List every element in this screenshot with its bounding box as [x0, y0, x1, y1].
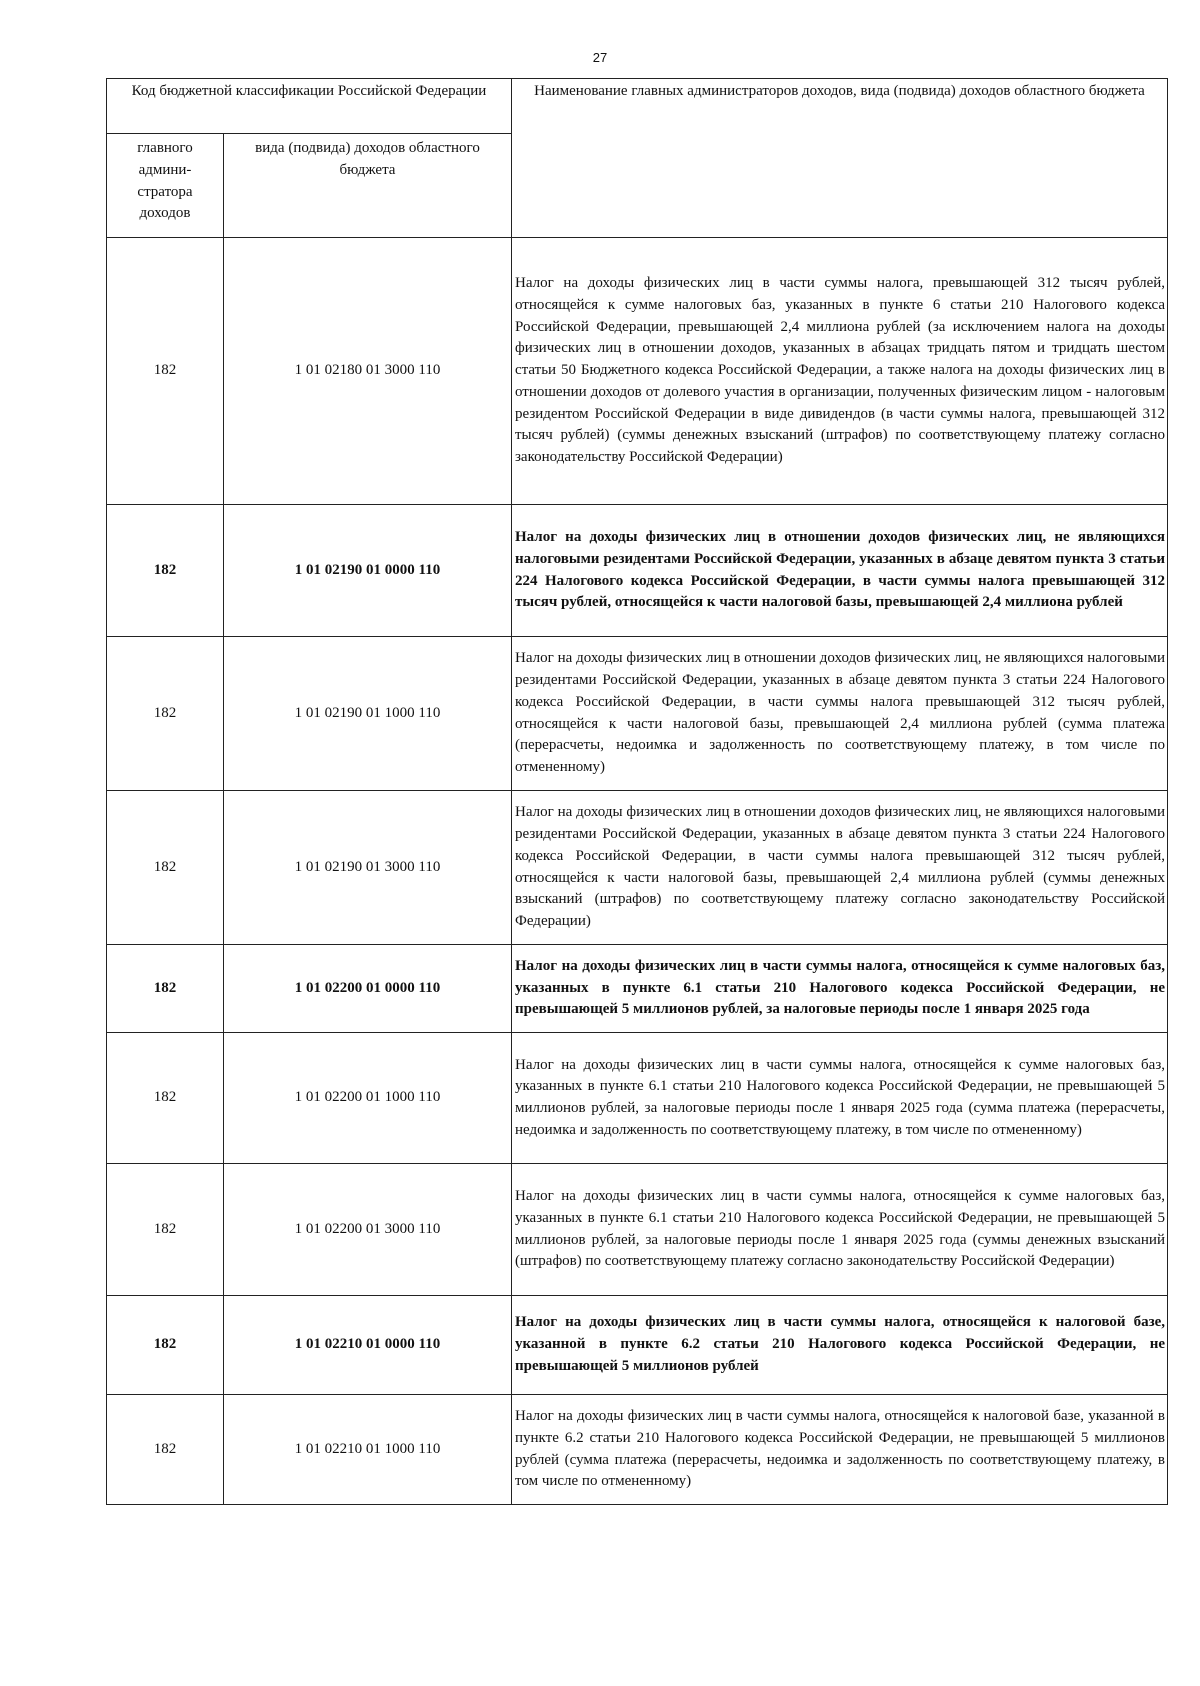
table-body: [107, 238, 1168, 1505]
header-admin-column: главного админи-стратора доходов: [107, 134, 224, 238]
table-row: [107, 1164, 1168, 1296]
income-code-cell: 1 01 02200 01 1000 110: [224, 1033, 512, 1164]
income-description-cell: Налог на доходы физических лиц в отношении доходов физических лиц, не являющихся налоговыми резидентами Российской Федерации, указанных в абзаце девятом пункта 3 статьи 224 Налогового кодекса Российской Федерации, в части суммы налога превышающей 312 тысяч рублей, относящейся к части налоговой базы, превышающей 2,4 миллиона рублей: [512, 505, 1168, 637]
budget-classification-table: [106, 78, 1168, 1505]
admin-code-cell: 182: [107, 1033, 224, 1164]
admin-code-cell: 182: [107, 637, 224, 791]
income-description-cell: Налог на доходы физических лиц в части суммы налога, относящейся к налоговой базе, указанной в пункте 6.2 статьи 210 Налогового кодекса Российской Федерации, не превышающей 5 миллионов рублей: [512, 1296, 1168, 1395]
table-row: [107, 1395, 1168, 1505]
page-number: 27: [592, 50, 608, 65]
income-description-cell: Налог на доходы физических лиц в части суммы налога, относящейся к сумме налоговых баз, указанных в пункте 6.1 статьи 210 Налогового кодекса Российской Федерации, не превышающей 5 миллионов рублей, за налоговые периоды после 1 января 2025 года (суммы денежных взысканий (штрафов) по соответствующему платежу согласно законодательству Российской Федерации): [512, 1164, 1168, 1296]
income-description-cell: Налог на доходы физических лиц в части суммы налога, относящейся к сумме налоговых баз, указанных в пункте 6.1 статьи 210 Налогового кодекса Российской Федерации, не превышающей 5 миллионов рублей, за налоговые периоды после 1 января 2025 года (сумма платежа (перерасчеты, недоимка и задолженность по соответствующему платежу, в том числе по отмененному): [512, 1033, 1168, 1164]
income-code-cell: 1 01 02210 01 1000 110: [224, 1395, 512, 1505]
income-code-cell: 1 01 02190 01 0000 110: [224, 505, 512, 637]
income-code-cell: 1 01 02190 01 1000 110: [224, 637, 512, 791]
admin-code-cell: 182: [107, 505, 224, 637]
table-row: [107, 791, 1168, 945]
income-description-cell: Налог на доходы физических лиц в отношении доходов физических лиц, не являющихся налоговыми резидентами Российской Федерации, указанных в абзаце девятом пункта 3 статьи 224 Налогового кодекса Российской Федерации, в части суммы налога превышающей 312 тысяч рублей, относящейся к части налоговой базы, превышающей 2,4 миллиона рублей (сумма платежа (перерасчеты, недоимка и задолженность по соответствующему платежу, в том числе по отмененному): [512, 637, 1168, 791]
admin-code-cell: 182: [107, 945, 224, 1033]
header-row-top: [107, 79, 1168, 134]
admin-code-cell: 182: [107, 791, 224, 945]
income-description-cell: Налог на доходы физических лиц в части суммы налога, относящейся к налоговой базе, указанной в пункте 6.2 статьи 210 Налогового кодекса Российской Федерации, не превышающей 5 миллионов рублей (сумма платежа (перерасчеты, недоимка и задолженность по соответствующему платежу, в том числе по отмененному): [512, 1395, 1168, 1505]
income-code-cell: 1 01 02200 01 0000 110: [224, 945, 512, 1033]
table-row: [107, 1033, 1168, 1164]
income-code-cell: 1 01 02210 01 0000 110: [224, 1296, 512, 1395]
header-code-group: Код бюджетной классификации Российской Федерации: [107, 79, 512, 134]
income-description-cell: Налог на доходы физических лиц в части суммы налога, относящейся к сумме налоговых баз, указанных в пункте 6.1 статьи 210 Налогового кодекса Российской Федерации, не превышающей 5 миллионов рублей, за налоговые периоды после 1 января 2025 года: [512, 945, 1168, 1033]
admin-code-cell: 182: [107, 1296, 224, 1395]
table-row: [107, 637, 1168, 791]
header-code-column: вида (подвида) доходов областного бюджета: [224, 134, 512, 238]
income-code-cell: 1 01 02190 01 3000 110: [224, 791, 512, 945]
admin-code-cell: 182: [107, 1164, 224, 1296]
income-description-cell: Налог на доходы физических лиц в отношении доходов физических лиц, не являющихся налоговыми резидентами Российской Федерации, указанных в абзаце девятом пункта 3 статьи 224 Налогового кодекса Российской Федерации, в части суммы налога превышающей 312 тысяч рублей, относящейся к части налоговой базы, превышающей 2,4 миллиона рублей (суммы денежных взысканий (штрафов) по соответствующему платежу согласно законодательству Российской Федерации): [512, 791, 1168, 945]
admin-code-cell: 182: [107, 1395, 224, 1505]
income-code-cell: 1 01 02180 01 3000 110: [224, 238, 512, 505]
income-code-cell: 1 01 02200 01 3000 110: [224, 1164, 512, 1296]
table-row: [107, 945, 1168, 1033]
income-description-cell: Налог на доходы физических лиц в части суммы налога, превышающей 312 тысяч рублей, относящейся к сумме налоговых баз, указанных в пункте 6 статьи 210 Налогового кодекса Российской Федерации, превышающей 2,4 миллиона рублей (за исключением налога на доходы физических лиц в отношении доходов, указанных в абзацах тридцать пятом и тридцать шестом статьи 50 Бюджетного кодекса Российской Федерации, а также налога на доходы физических лиц в отношении доходов от долевого участия в организации, полученных физическим лицом - налоговым резидентом Российской Федерации в виде дивидендов (в части суммы налога, превышающей 312 тысяч рублей) (суммы денежных взысканий (штрафов) по соответствующему платежу согласно законодательству Российской Федерации): [512, 238, 1168, 505]
table-row: [107, 1296, 1168, 1395]
table-row: [107, 238, 1168, 505]
header-name-column: Наименование главных администраторов доходов, вида (подвида) доходов областного бюджета: [512, 79, 1168, 238]
admin-code-cell: 182: [107, 238, 224, 505]
table-row: [107, 505, 1168, 637]
